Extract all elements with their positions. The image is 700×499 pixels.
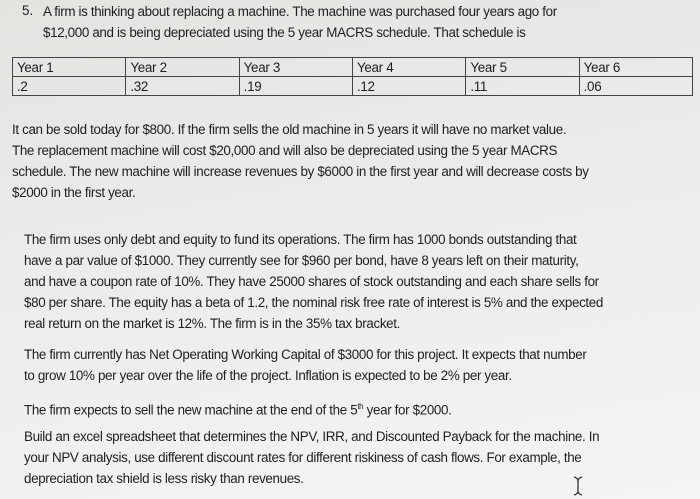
text-line: and have a coupon rate of 10%. They have 25000 shares of stock outstanding and each share sells for (24, 274, 599, 289)
question-number: 5. (22, 3, 34, 18)
table-cell: .2 (13, 77, 126, 96)
text-line: $80 per share. The equity has a beta of 1.2, the nominal risk free rate of interest is 5% and the expected (24, 295, 603, 310)
text-line: depreciation tax shield is less risky than revenues. (24, 471, 304, 486)
paragraph-salvage (24, 398, 452, 419)
table-cell: .12 (352, 77, 465, 96)
table-row (13, 77, 693, 96)
table-cell: .32 (126, 77, 239, 96)
macrs-schedule-table (12, 57, 693, 96)
text-line: Build an excel spreadsheet that determines the NPV, IRR, and Discounted Payback for the machine. In (24, 429, 600, 444)
text-line: The replacement machine will cost $20,000 and will also be depreciated using the 5 year MACRS (12, 143, 558, 158)
text-line: schedule. The new machine will increase revenues by $6000 in the first year and will decrease costs by (12, 164, 589, 179)
intro-line: $12,000 and is being depreciated using the 5 year MACRS schedule. That schedule is (43, 25, 526, 40)
superscript: th (357, 402, 364, 411)
text-line: The firm uses only debt and equity to fund its operations. The firm has 1000 bonds outstanding that (24, 232, 577, 247)
table-cell: .06 (579, 77, 692, 96)
text-line: $2000 in the first year. (12, 185, 136, 200)
intro-line: A firm is thinking about replacing a machine. The machine was purchased four years ago for (43, 4, 557, 19)
text-line: have a par value of $1000. They currently see for $960 per bond, have 8 years left on their maturity, (24, 253, 579, 268)
text-line: real return on the market is 12%. The firm is in the 35% tax bracket. (24, 316, 401, 331)
text-line: It can be sold today for $800. If the firm sells the old machine in 5 years it will have no market value. (12, 122, 567, 137)
table-header-cell: Year 4 (352, 58, 465, 77)
text-line: to grow 10% per year over the life of the project. Inflation is expected to be 2% per year. (24, 368, 512, 383)
table-cell: .19 (239, 77, 352, 96)
table-header-cell: Year 3 (239, 58, 352, 77)
text-line: The firm currently has Net Operating Working Capital of $3000 for this project. It expects that number (24, 347, 587, 362)
table-header-cell: Year 2 (126, 58, 239, 77)
text-line: your NPV analysis, use different discount rates for different riskiness of cash flows. For example, the (24, 450, 582, 465)
table-header-cell: Year 1 (13, 58, 126, 77)
table-header-cell: Year 6 (579, 58, 692, 77)
text-part: year for $2000. (363, 402, 452, 418)
table-header-row (13, 58, 693, 77)
text-part: The firm expects to sell the new machine at the end of the 5 (24, 402, 358, 418)
text-cursor-icon (573, 476, 583, 496)
table-cell: .11 (466, 77, 579, 96)
table-header-cell: Year 5 (466, 58, 579, 77)
